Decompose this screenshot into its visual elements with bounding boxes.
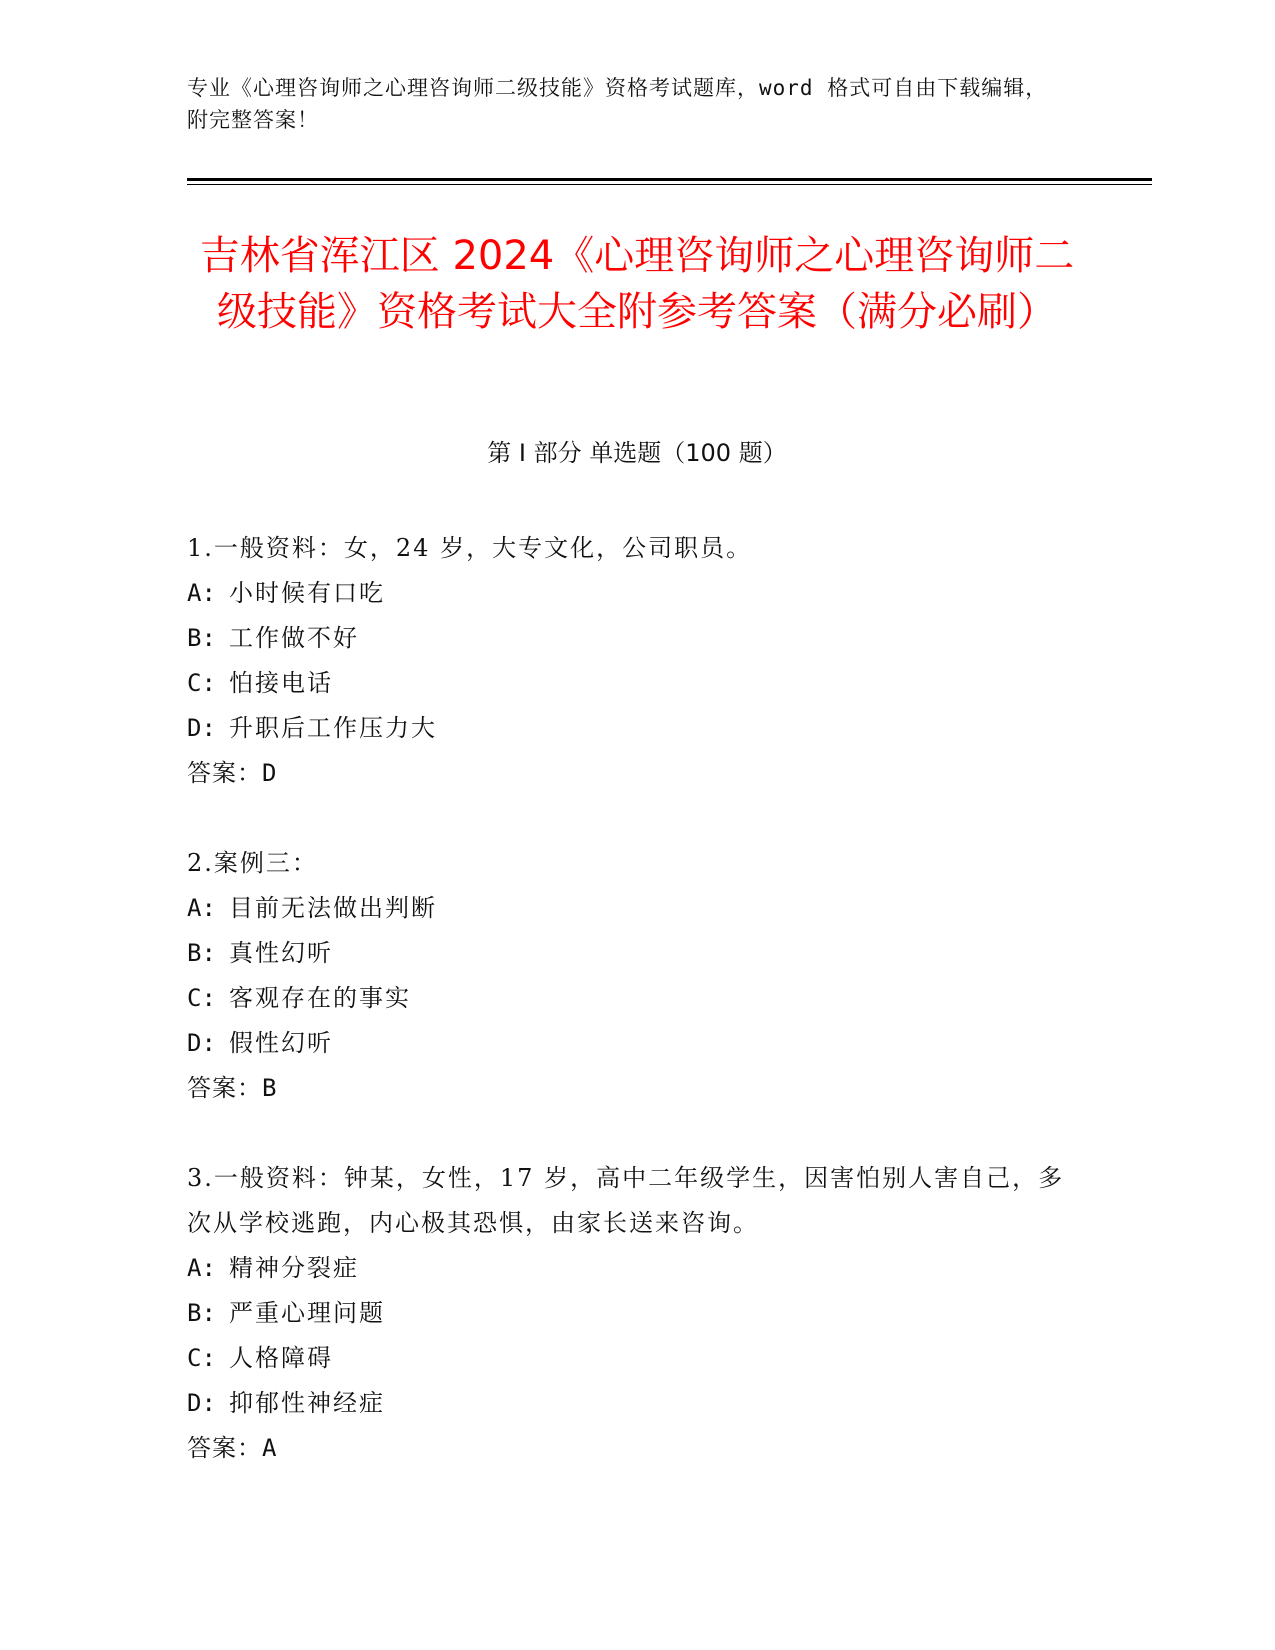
option-letter: D: — [187, 1029, 216, 1057]
option-letter: D: — [187, 1389, 216, 1417]
option-text: 升职后工作压力大 — [229, 714, 437, 742]
option-c — [187, 661, 1067, 706]
question-list — [187, 526, 1067, 1516]
option-letter: C: — [187, 669, 216, 697]
answer-line — [187, 1426, 1067, 1471]
option-letter: C: — [187, 984, 216, 1012]
answer-value: B — [262, 1074, 278, 1102]
option-text: 小时候有口吃 — [229, 579, 385, 607]
header-divider-thick — [187, 178, 1152, 181]
question-stem: 2.案例三： — [187, 849, 318, 877]
option-letter: A: — [187, 579, 216, 607]
answer-label: 答案： — [187, 759, 262, 787]
answer-line — [187, 1066, 1067, 1111]
option-text: 人格障碍 — [229, 1344, 333, 1372]
question-3 — [187, 1156, 1067, 1471]
question-stem: 1.一般资料：女，24 岁，大专文化，公司职员。 — [187, 534, 753, 562]
option-d — [187, 1021, 1067, 1066]
option-letter: C: — [187, 1344, 216, 1372]
option-a — [187, 571, 1067, 616]
option-text: 客观存在的事实 — [229, 984, 411, 1012]
option-text: 真性幻听 — [229, 939, 333, 967]
question-1 — [187, 526, 1067, 796]
document-title: 吉林省浑江区 2024《心理咨询师之心理咨询师二级技能》资格考试大全附参考答案（满分必刷） — [199, 233, 1075, 335]
option-d — [187, 706, 1067, 751]
option-b — [187, 931, 1067, 976]
option-text: 怕接电话 — [229, 669, 333, 697]
option-letter: B: — [187, 624, 216, 652]
header-note: 专业《心理咨询师之心理咨询师二级技能》资格考试题库，word 格式可自由下载编辑，附完整答案！ — [187, 76, 1048, 132]
option-letter: A: — [187, 1254, 216, 1282]
option-a — [187, 886, 1067, 931]
option-b — [187, 616, 1067, 661]
answer-value: D — [262, 759, 278, 787]
section-heading: 第 I 部分 单选题（100 题） — [487, 439, 787, 467]
answer-value: A — [262, 1434, 278, 1462]
option-a — [187, 1246, 1067, 1291]
option-d — [187, 1381, 1067, 1426]
option-c — [187, 976, 1067, 1021]
option-text: 目前无法做出判断 — [229, 894, 437, 922]
option-c — [187, 1336, 1067, 1381]
answer-label: 答案： — [187, 1074, 262, 1102]
answer-line — [187, 751, 1067, 796]
option-letter: B: — [187, 1299, 216, 1327]
answer-label: 答案： — [187, 1434, 262, 1462]
option-text: 精神分裂症 — [229, 1254, 359, 1282]
option-b — [187, 1291, 1067, 1336]
option-letter: B: — [187, 939, 216, 967]
question-stem: 3.一般资料：钟某，女性，17 岁，高中二年级学生，因害怕别人害自己，多次从学校逃跑，内心极其恐惧，由家长送来咨询。 — [187, 1164, 1065, 1237]
option-text: 严重心理问题 — [229, 1299, 385, 1327]
option-text: 抑郁性神经症 — [229, 1389, 385, 1417]
header-divider-thin — [187, 184, 1152, 185]
option-letter: A: — [187, 894, 216, 922]
question-2 — [187, 841, 1067, 1111]
option-text: 假性幻听 — [229, 1029, 333, 1057]
option-letter: D: — [187, 714, 216, 742]
option-text: 工作做不好 — [229, 624, 359, 652]
